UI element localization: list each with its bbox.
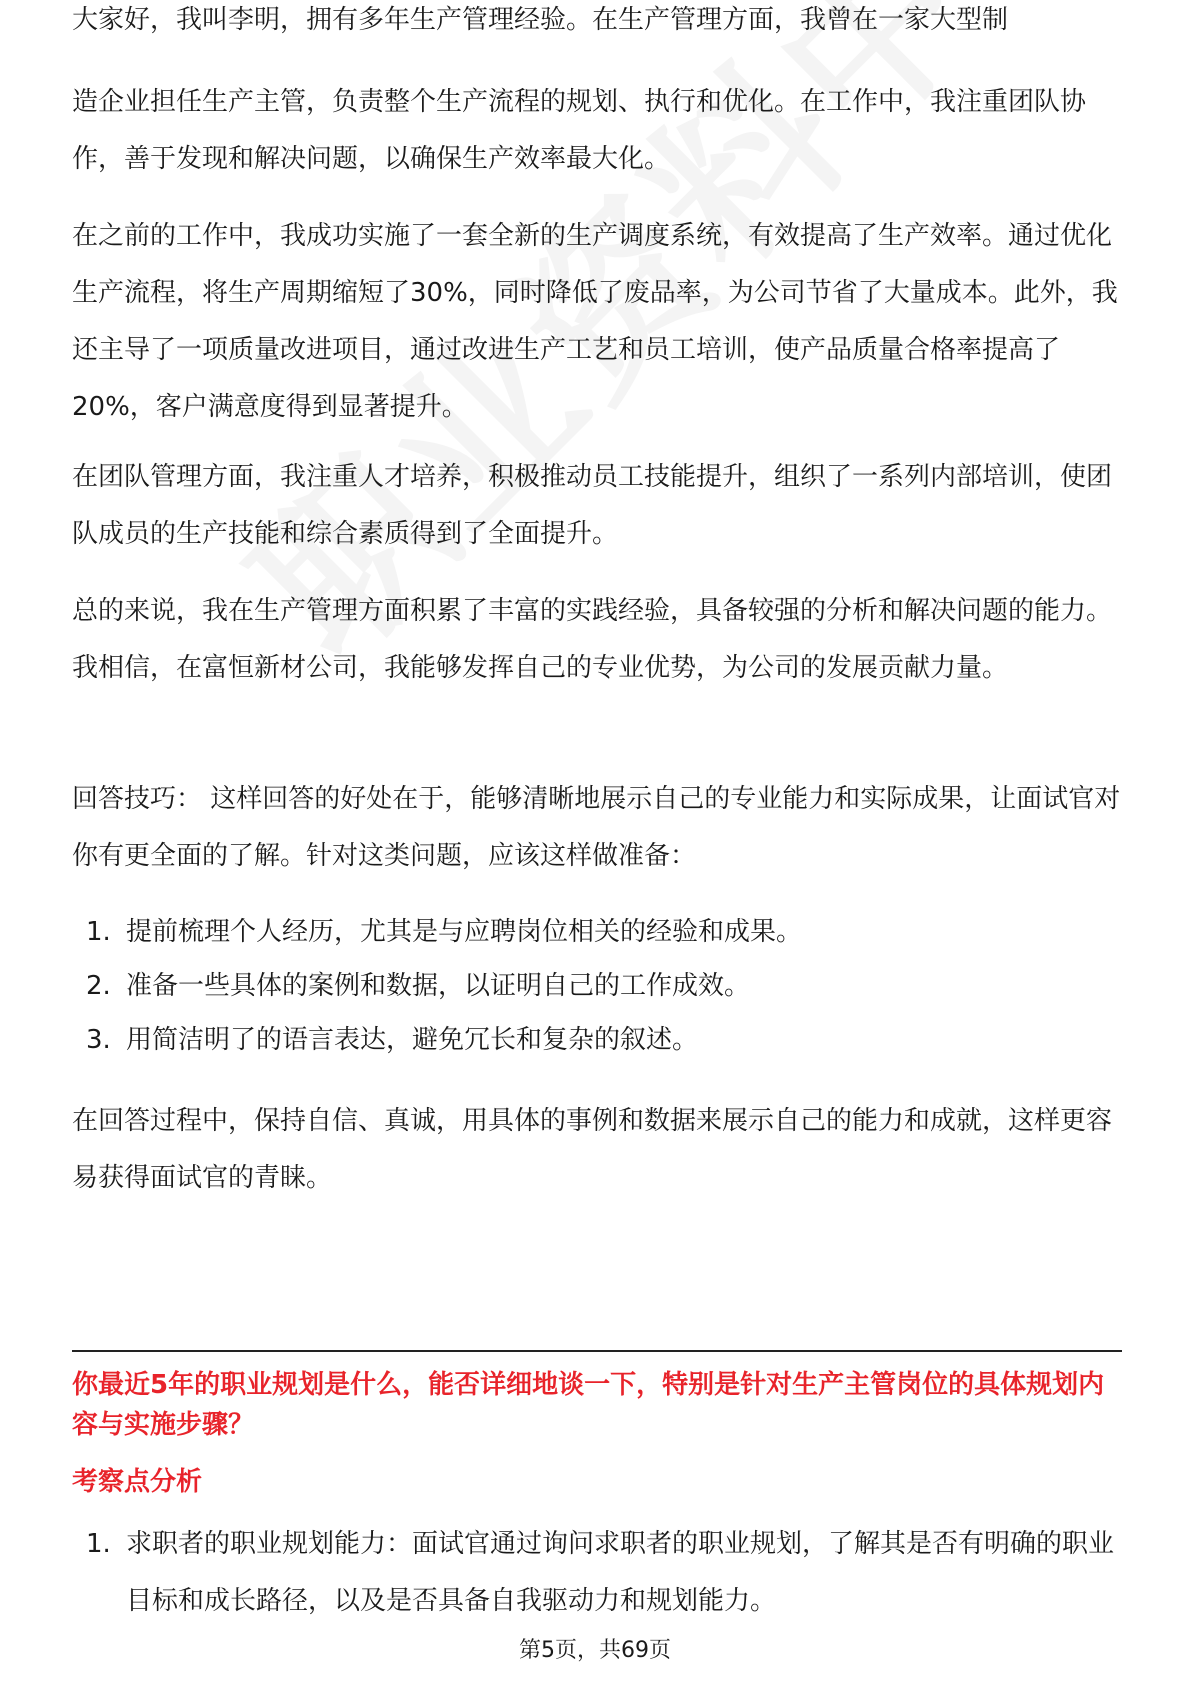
paragraph-cut-off-text: 大家好，我叫李明，拥有多年生产管理经验。在生产管理方面，我曾在一家大型制 [72, 5, 1009, 35]
paragraph-summary: 总的来说，我在生产管理方面积累了丰富的实践经验，具备较强的分析和解决问题的能力。我相信，在富恒新材公司，我能够发挥自己的专业优势，为公司的发展贡献力量。 [72, 596, 1113, 683]
paragraph-team-management: 在团队管理方面，我注重人才培养，积极推动员工技能提升，组织了一系列内部培训，使团队成员的生产技能和综合素质得到了全面提升。 [72, 462, 1113, 549]
list-number: 2. [86, 971, 111, 1001]
section-divider [72, 1350, 1122, 1352]
list-text: 用简洁明了的语言表达，避免冗长和复杂的叙述。 [126, 1025, 699, 1055]
paragraph-achievements: 在之前的工作中，我成功实施了一套全新的生产调度系统，有效提高了生产效率。通过优化生产流程，将生产周期缩短了30%，同时降低了废品率，为公司节省了大量成本。此外，我还主导了一项质量改进项目，通过改进生产工艺和员工培训，使产品质量合格率提高了20%，客户满意度得到显著提升。 [72, 221, 1118, 422]
paragraph-closing: 在回答过程中，保持自信、真诚，用具体的事例和数据来展示自己的能力和成就，这样更容易获得面试官的青睐。 [72, 1106, 1113, 1193]
list-number: 3. [86, 1025, 111, 1055]
list-item [86, 958, 1122, 1015]
analysis-heading: 考察点分析 [72, 1467, 203, 1497]
page-number: 第5页，共69页 [519, 1638, 671, 1663]
list-number: 1. [86, 917, 111, 947]
question-title: 你最近5年的职业规划是什么，能否详细地谈一下，特别是针对生产主管岗位的具体规划内容与实施步骤？ [72, 1370, 1105, 1440]
list-text: 提前梳理个人经历，尤其是与应聘岗位相关的经验和成果。 [126, 917, 803, 947]
list-number: 1. [86, 1529, 111, 1559]
list-item [86, 1012, 1122, 1069]
paragraph-intro: 造企业担任生产主管，负责整个生产流程的规划、执行和优化。在工作中，我注重团队协作，善于发现和解决问题，以确保生产效率最大化。 [72, 87, 1087, 174]
list-item [86, 904, 1122, 961]
paragraph-answer-tips: 回答技巧： 这样回答的好处在于，能够清晰地展示自己的专业能力和实际成果，让面试官对你有更全面的了解。针对这类问题，应该这样做准备： [72, 784, 1121, 871]
list-text: 准备一些具体的案例和数据，以证明自己的工作成效。 [126, 971, 751, 1001]
analysis-point-text: 求职者的职业规划能力：面试官通过询问求职者的职业规划，了解其是否有明确的职业目标和成长路径，以及是否具备自我驱动力和规划能力。 [126, 1529, 1115, 1616]
paragraph-cut-off [72, 5, 1122, 62]
